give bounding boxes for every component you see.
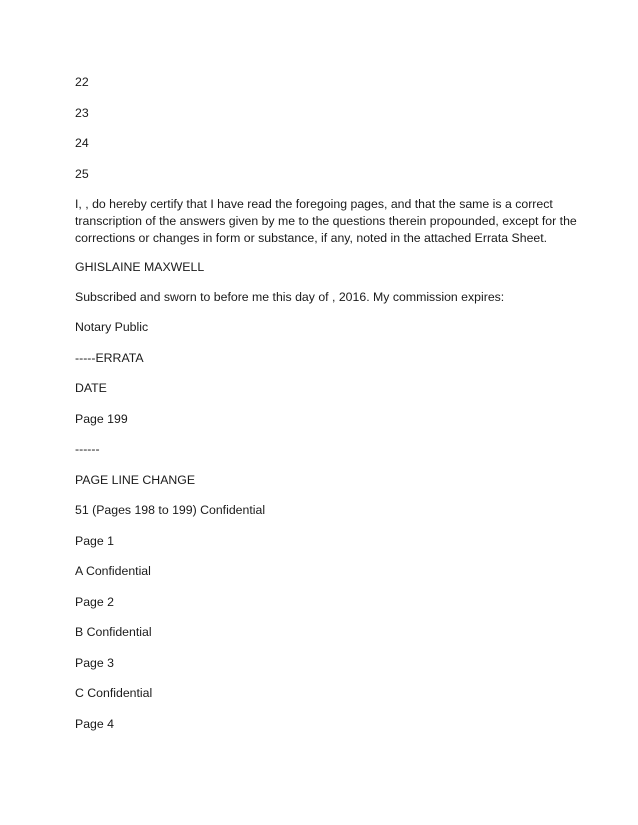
footer-reference: 51 (Pages 198 to 199) Confidential (75, 503, 266, 517)
entry-page-4: Page 4 (75, 717, 114, 731)
dash-separator: ------ (75, 442, 100, 456)
certification-line-1: I, , do hereby certify that I have read the foregoing pages, and that the same is a correct (75, 197, 553, 211)
line-number-23: 23 (75, 106, 89, 120)
line-number-22: 22 (75, 75, 89, 89)
date-label: DATE (75, 381, 107, 395)
certification-line-3: corrections or changes in form or substance, if any, noted in the attached Errata Sheet. (75, 231, 548, 245)
entry-page-2: Page 2 (75, 595, 114, 609)
certification-paragraph (75, 196, 575, 247)
entry-a-confidential: A Confidential (75, 564, 151, 578)
columns-heading: PAGE LINE CHANGE (75, 473, 196, 487)
errata-heading: -----ERRATA (75, 351, 144, 365)
certification-line-2: transcription of the answers given by me to the questions therein propounded, except for the (75, 214, 577, 228)
entry-page-1: Page 1 (75, 534, 114, 548)
entry-page-3: Page 3 (75, 656, 114, 670)
deponent-name: GHISLAINE MAXWELL (75, 260, 205, 274)
notary-public-label: Notary Public (75, 320, 149, 334)
entry-c-confidential: C Confidential (75, 686, 153, 700)
line-number-25: 25 (75, 167, 89, 181)
page-reference: Page 199 (75, 412, 128, 426)
entry-b-confidential: B Confidential (75, 625, 152, 639)
subscribed-statement: Subscribed and sworn to before me this day of , 2016. My commission expires: (75, 290, 505, 304)
line-number-24: 24 (75, 136, 89, 150)
